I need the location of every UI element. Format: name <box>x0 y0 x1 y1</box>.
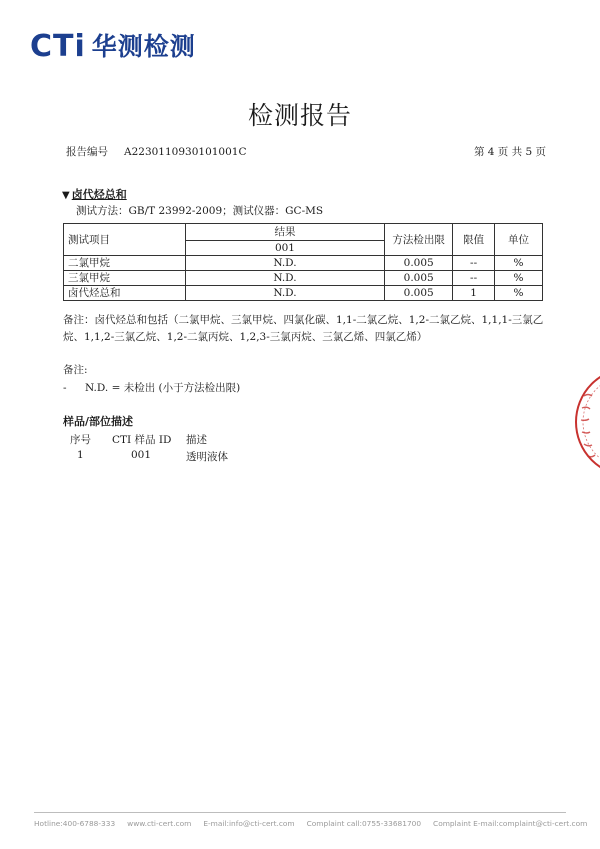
table-row <box>64 271 543 286</box>
header-test-item: 测试项目 <box>64 224 186 256</box>
footer-web[interactable]: www.cti-cert.com <box>127 819 192 828</box>
footer-divider <box>34 812 566 813</box>
remarks-text: N.D. = 未检出 (小于方法检出限) <box>85 382 241 394</box>
header-mdl: 方法检出限 <box>385 224 453 256</box>
row-mdl: 0.005 <box>385 271 453 286</box>
row-limit: -- <box>453 256 495 271</box>
row-item: 三氯甲烷 <box>64 271 186 286</box>
results-table <box>63 223 543 301</box>
sample-header-desc: 描述 <box>186 434 207 446</box>
table-row <box>64 256 543 271</box>
sample-row-id: 001 <box>131 449 152 461</box>
footer-complaint-call: Complaint call:0755-33681700 <box>306 819 422 828</box>
seal-stamp <box>570 362 600 482</box>
row-result: N.D. <box>185 271 385 286</box>
company-logo <box>30 30 196 64</box>
sample-row-no: 1 <box>77 449 84 461</box>
sample-row-desc: 透明液体 <box>186 451 228 463</box>
table-header-row <box>64 224 543 241</box>
logo-cn-text: 华测检测 <box>91 32 196 61</box>
remarks-dash: - <box>63 382 67 394</box>
header-limit: 限值 <box>453 224 495 256</box>
row-unit: % <box>495 286 543 301</box>
row-item: 卤代烃总和 <box>64 286 186 301</box>
page-title: 检测报告 <box>247 101 352 130</box>
remarks-item <box>63 380 240 395</box>
section-heading <box>62 186 127 202</box>
row-mdl: 0.005 <box>385 256 453 271</box>
row-limit: -- <box>453 271 495 286</box>
header-unit: 单位 <box>495 224 543 256</box>
report-number <box>66 144 247 159</box>
header-result: 结果 <box>185 224 385 241</box>
row-item: 二氯甲烷 <box>64 256 186 271</box>
row-result: N.D. <box>185 256 385 271</box>
footer-hotline: Hotline:400-6788-333 <box>34 819 116 828</box>
table-row <box>64 286 543 301</box>
sample-section-title: 样品/部位描述 <box>63 415 134 428</box>
report-number-value: A2230110930101001C <box>124 146 247 158</box>
test-method: 测试方法：GB/T 23992-2009；测试仪器：GC-MS <box>76 205 324 217</box>
sample-header-no: 序号 <box>70 434 91 446</box>
footer-complaint-email[interactable]: Complaint E-mail:complaint@cti-cert.com <box>433 819 588 828</box>
section-title: 卤代烃总和 <box>71 188 127 201</box>
row-unit: % <box>495 271 543 286</box>
logo-text: CTi <box>30 29 86 64</box>
remarks-label: 备注: <box>63 364 88 376</box>
row-limit: 1 <box>453 286 495 301</box>
sample-header-id: CTI 样品 ID <box>112 434 172 446</box>
row-result: N.D. <box>185 286 385 301</box>
row-mdl: 0.005 <box>385 286 453 301</box>
triangle-down-icon: ▼ <box>62 190 70 201</box>
footer-email[interactable]: E-mail:info@cti-cert.com <box>203 819 295 828</box>
table-note: 备注：卤代烃总和包括（二氯甲烷、三氯甲烷、四氯化碳、1,1-二氯乙烷、1,2-二氯乙烷、1,1,1-三氯乙烷、1,1,2-三氯乙烷、1,2-二氯丙烷、1,2,3-三氯丙烷、三氯乙烯、四氯乙烯） <box>63 314 544 343</box>
page-info: 第 4 页 共 5 页 <box>473 146 546 158</box>
header-sample-id: 001 <box>185 241 385 256</box>
report-number-label: 报告编号 <box>66 146 108 158</box>
footer-contacts <box>34 819 587 828</box>
row-unit: % <box>495 256 543 271</box>
